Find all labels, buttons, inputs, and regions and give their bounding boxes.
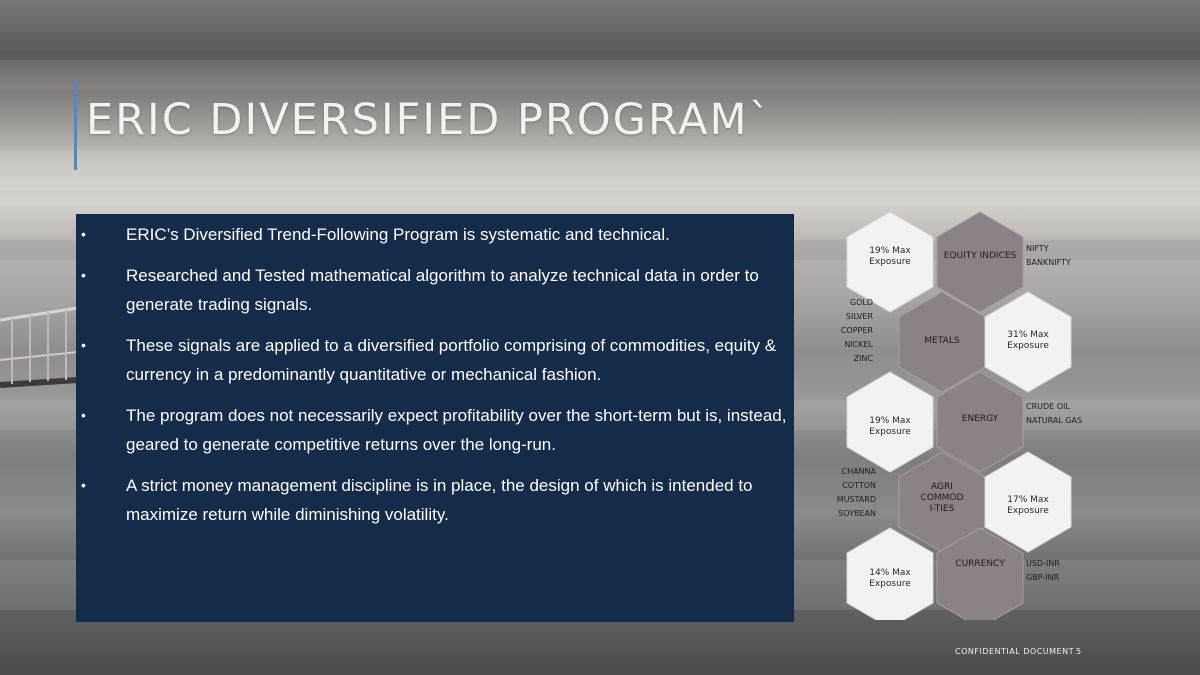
agri-instruments — [837, 465, 876, 521]
footer-label: CONFIDENTIAL DOCUMENT — [955, 647, 1074, 656]
bullet-text: ERIC’s Diversified Trend-Following Program is systematic and technical. — [126, 225, 670, 244]
bullet-item — [76, 471, 794, 529]
metals-instruments — [841, 296, 873, 366]
bullet-item — [76, 331, 794, 389]
equity-instruments — [1026, 242, 1071, 270]
content-panel — [76, 214, 794, 622]
bullet-list — [76, 220, 794, 541]
page-number: 5 — [1076, 647, 1082, 656]
metals-exposure-label: 31% Max Exposure — [1007, 330, 1049, 351]
allocation-hex-diagram — [820, 210, 1110, 620]
bullet-icon: • — [81, 477, 86, 493]
instrument-item: NICKEL — [844, 340, 873, 349]
bullet-item — [76, 261, 794, 319]
equity-exposure-label: 19% Max Exposure — [869, 246, 911, 267]
currency-exposure-label: 14% Max Exposure — [869, 568, 911, 589]
instrument-item: SOYBEAN — [838, 509, 876, 518]
metals-category-label: METALS — [924, 336, 960, 346]
instrument-item: CRUDE OIL — [1026, 402, 1070, 411]
pier-railing-image — [0, 300, 78, 410]
instrument-item: MUSTARD — [836, 495, 876, 504]
title-accent-bar — [74, 82, 77, 170]
instrument-item: BANKNIFTY — [1026, 258, 1071, 267]
instrument-item: USD-INR — [1026, 559, 1060, 568]
instrument-item: NATURAL GAS — [1026, 416, 1083, 425]
bullet-text: Researched and Tested mathematical algorithm to analyze technical data in order to generate trading signals. — [126, 266, 759, 314]
energy-instruments — [1026, 400, 1082, 428]
bullet-icon: • — [81, 337, 86, 353]
bullet-text: A strict money management discipline is in place, the design of which is intended to maximize return while diminishing volatility. — [126, 476, 753, 524]
instrument-item: COPPER — [840, 326, 873, 335]
energy-exposure-label: 19% Max Exposure — [869, 416, 911, 437]
bullet-text: These signals are applied to a diversified portfolio comprising of commodities, equity & currency in a predominantly quantitative or mechanical fashion. — [126, 336, 777, 384]
bullet-icon: • — [81, 407, 86, 423]
currency-instruments — [1026, 557, 1060, 585]
agri-category-label: AGRI COMMOD I-TIES — [920, 482, 964, 514]
bg-streak — [0, 60, 1200, 90]
currency-category-label: CURRENCY — [955, 559, 1005, 569]
agri-exposure-label: 17% Max Exposure — [1007, 495, 1049, 516]
energy-category-label: ENERGY — [961, 414, 999, 424]
equity-category-label: EQUITY INDICES — [943, 251, 1017, 261]
bullet-item — [76, 220, 794, 249]
bullet-icon: • — [81, 267, 86, 283]
bullet-item — [76, 401, 794, 459]
bg-streak — [0, 150, 1200, 190]
bullet-icon: • — [81, 226, 86, 242]
slide-title: ERIC DIVERSIFIED PROGRAM` — [86, 95, 773, 145]
instrument-item: ZINC — [853, 354, 873, 363]
instrument-item: GBP-INR — [1026, 573, 1060, 582]
instrument-item: NIFTY — [1026, 244, 1049, 253]
instrument-item: SILVER — [845, 312, 873, 321]
instrument-item: COTTON — [842, 481, 876, 490]
bullet-text: The program does not necessarily expect profitability over the short-term but is, instead, geared to generate competitive returns over the long-run. — [126, 406, 787, 454]
instrument-item: CHANNA — [841, 467, 876, 476]
instrument-item: GOLD — [849, 298, 873, 307]
